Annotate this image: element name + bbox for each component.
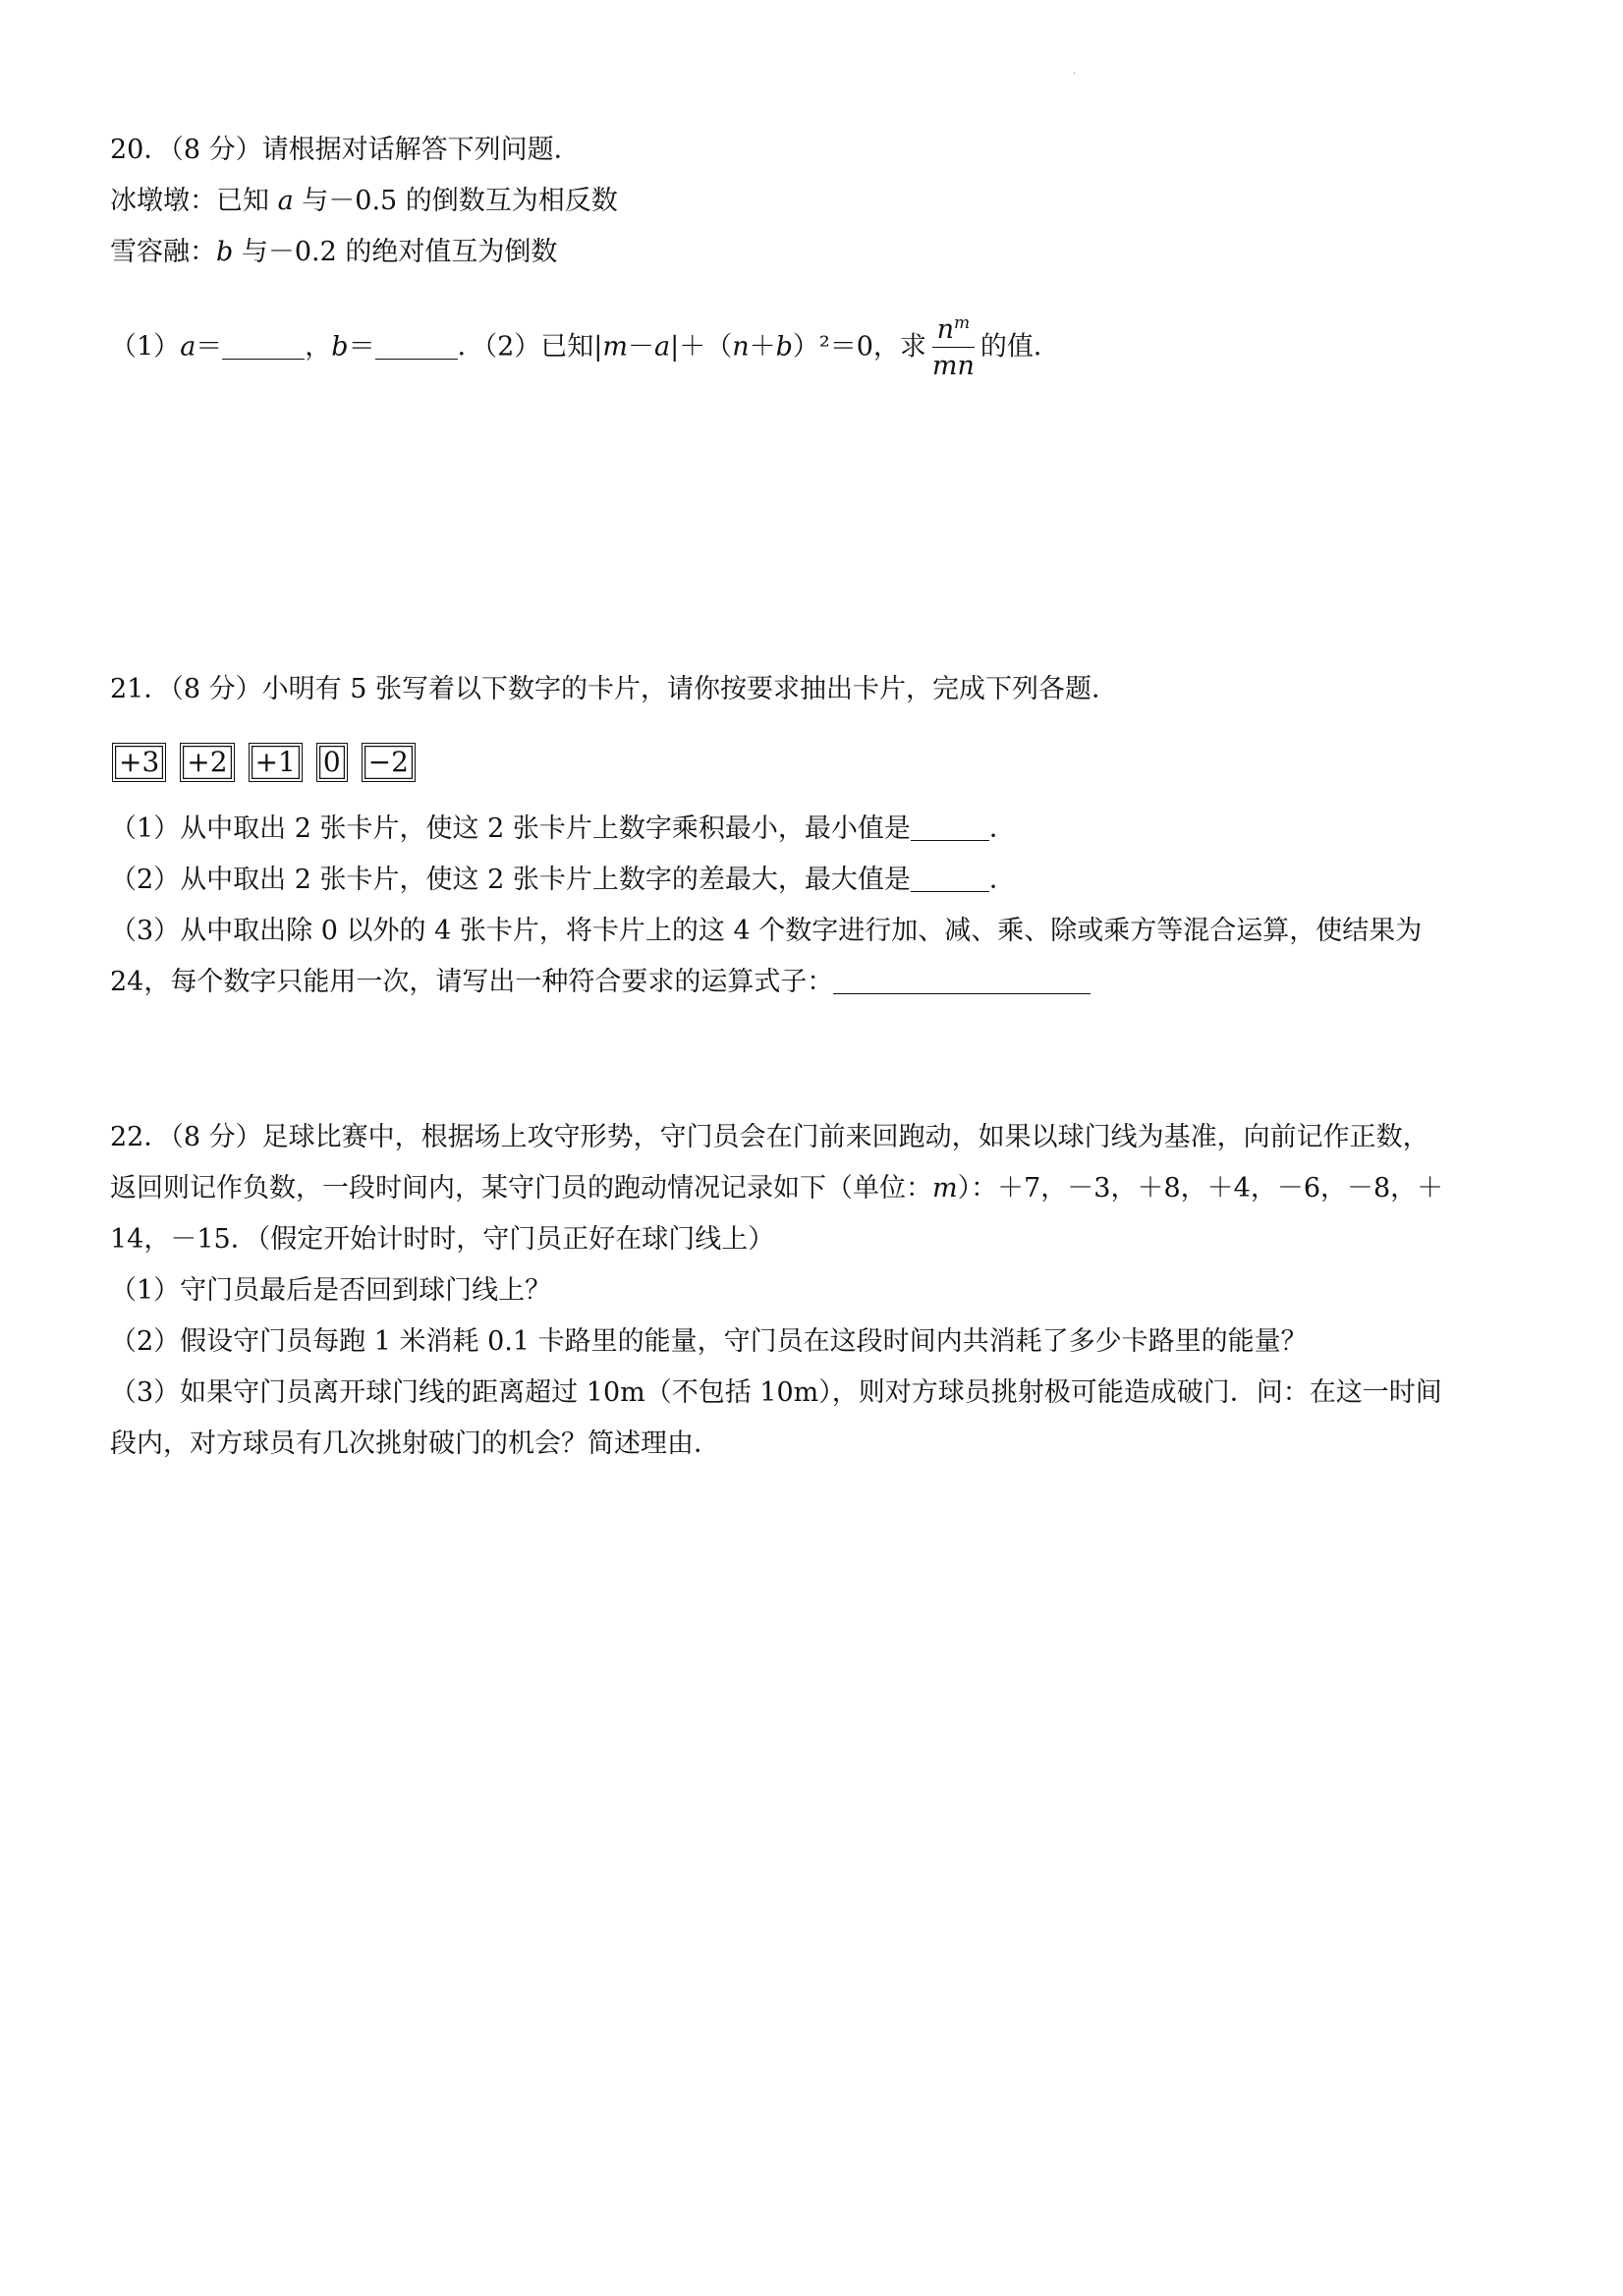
q20-parts [110,310,1525,385]
q22-line-3: 14，－15．（假定开始计时时，守门员正好在球门线上） [110,1224,775,1255]
comma: ， [305,331,332,363]
scan-mark: · [1073,69,1077,80]
q21-part-3-line-1: （3）从中取出除 0 以外的 4 张卡片，将卡片上的这 4 个数字进行加、减、乘、除或乘方等混合运算，使结果为 [110,916,1423,946]
q21-part-3-line-2 [110,965,1525,1000]
q20-line1-text-a: 冰墩墩：已知 [110,186,278,216]
q21-answer-blank-2[interactable] [911,864,989,892]
q21-part1-text: （1）从中取出 2 张卡片，使这 2 张卡片上数字乘积最小，最小值是 [110,813,911,844]
q21-answer-blank-1[interactable] [911,812,989,841]
q22-line2-text-b: ）：＋7，－3，＋8，＋4，－6，－8，＋ [957,1173,1444,1204]
q20-dialog-line-2 [110,235,1525,270]
q22-line-2 [110,1171,1525,1206]
q21-part3-text: 24，每个数字只能用一次，请写出一种符合要求的运算式子： [110,967,834,997]
q21-part2-text: （2）从中取出 2 张卡片，使这 2 张卡片上数字的差最大，最大值是 [110,865,911,895]
q20-tail: 的值． [979,331,1060,363]
var-m: m [602,331,628,363]
card-plus-3[interactable]: +3 [112,743,166,782]
period: ． [988,813,1016,844]
expr-end: ）²＝0，求 [792,331,926,363]
q21-part-1 [110,812,1525,847]
period: ． [988,865,1016,895]
card-plus-2[interactable]: +2 [180,743,234,782]
card-zero[interactable]: 0 [316,743,348,782]
q20-var-b: b [216,237,234,267]
q20-part1-label: （1） [110,331,181,363]
q21-part-2 [110,863,1525,898]
minus-sign: － [627,331,654,363]
q22-part-3-line-2: 段内，对方球员有几次挑射破门的机会？简述理由． [110,1428,720,1459]
q20-line2-text-b: 与－0.2 的绝对值互为倒数 [233,237,558,267]
numerator-exponent: m [954,313,971,333]
var-n: n [732,331,750,363]
q22-line2-text-a: 返回则记作负数，一段时间内，某守门员的跑动情况记录如下（单位： [110,1173,932,1204]
plus-sign: ＋ [749,331,776,363]
fraction [932,308,975,383]
q20-part1-var-b: b [331,331,349,363]
expr-middle: |＋（ [670,331,733,363]
number-cards [112,743,416,782]
unit-m: m [932,1173,958,1204]
var-b: b [775,331,793,363]
q20-part1-var-a: a [180,331,196,363]
q20-dialog-line-1 [110,184,1525,219]
q20-answer-blank-a[interactable] [222,331,305,360]
q22-part-3-line-1: （3）如果守门员离开球门线的距离超过 10m（不包括 10m），则对方球员挑射极可能造成破门．问：在这一时间 [110,1377,1442,1408]
equals-sign: ＝ [196,331,223,363]
q20-title: 20．（8 分）请根据对话解答下列问题． [110,135,581,165]
q21-answer-blank-3[interactable] [833,966,1091,994]
q22-part-1: （1）守门员最后是否回到球门线上？ [110,1275,552,1306]
card-minus-2[interactable]: −2 [362,743,416,782]
var-a: a [653,331,671,363]
q20-var-a: a [277,186,294,216]
fraction-denominator: mn [931,351,975,381]
q21-title: 21．（8 分）小明有 5 张写着以下数字的卡片，请你按要求抽出卡片，完成下列各题． [110,674,1118,704]
q20-line2-text-a: 雪容融： [110,237,216,267]
q22-line-1: 22．（8 分）足球比赛中，根据场上攻守形势，守门员会在门前来回跑动，如果以球门线为基准，向前记作正数， [110,1122,1429,1152]
q22-part-2: （2）假设守门员每跑 1 米消耗 0.1 卡路里的能量，守门员在这段时间内共消耗了多少卡路里的能量？ [110,1326,1308,1357]
q20-answer-blank-b[interactable] [375,331,458,360]
fraction-numerator [932,308,975,348]
q20-part2-label: ．（2）已知| [457,331,603,363]
numerator-base: n [936,314,955,345]
equals-sign: ＝ [348,331,375,363]
q20-line1-text-b: 与－0.5 的倒数互为相反数 [293,186,618,216]
card-plus-1[interactable]: +1 [249,743,303,782]
